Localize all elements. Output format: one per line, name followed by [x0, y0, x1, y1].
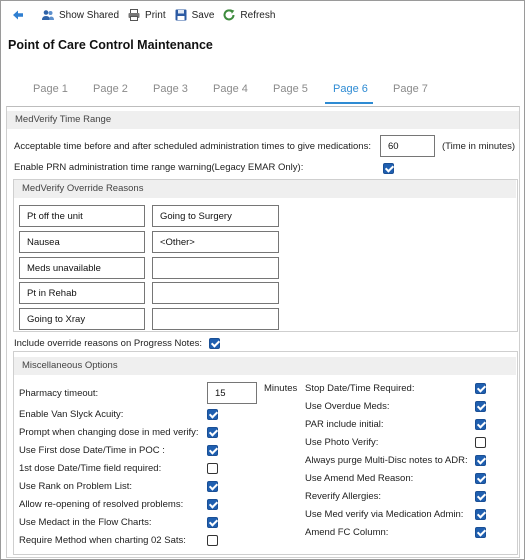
option-label: Amend FC Column: [305, 527, 389, 538]
option-checkbox[interactable] [207, 445, 218, 456]
option-label: Use Med verify via Medication Admin: [305, 509, 464, 520]
acceptable-time-label: Acceptable time before and after scheduled administration times to give medications: [14, 141, 371, 152]
option-checkbox[interactable] [207, 535, 218, 546]
toolbar [1, 1, 524, 29]
tab-page-1[interactable]: Page 1 [33, 83, 68, 95]
option-checkbox[interactable] [475, 401, 486, 412]
tab-page-7[interactable]: Page 7 [393, 83, 428, 95]
save-icon [174, 8, 188, 22]
prn-warning-checkbox[interactable] [383, 163, 394, 174]
tab-content [6, 106, 520, 558]
option-label: Use Photo Verify: [305, 437, 379, 448]
option-checkbox[interactable] [207, 499, 218, 510]
option-checkbox[interactable] [475, 455, 486, 466]
refresh-label: Refresh [240, 9, 276, 21]
option-label: Always purge Multi-Disc notes to ADR: [305, 455, 468, 466]
tab-page-5[interactable]: Page 5 [273, 83, 308, 95]
override-reason-field[interactable]: Pt in Rehab [19, 282, 145, 304]
option-checkbox[interactable] [207, 463, 218, 474]
option-label: Enable Van Slyck Acuity: [19, 409, 124, 420]
option-checkbox[interactable] [475, 491, 486, 502]
option-checkbox[interactable] [475, 527, 486, 538]
option-label: Prompt when changing dose in med verify: [19, 427, 199, 438]
refresh-button[interactable] [222, 8, 275, 22]
option-label: Require Method when charting 02 Sats: [19, 535, 186, 546]
override-reason-field[interactable]: Going to Xray [19, 308, 145, 330]
misc-options-header: Miscellaneous Options [14, 357, 516, 375]
override-reason-field[interactable]: <Other> [152, 231, 279, 253]
include-override-checkbox[interactable] [209, 338, 220, 349]
print-label: Print [145, 9, 166, 21]
refresh-icon [222, 8, 236, 22]
option-checkbox[interactable] [475, 383, 486, 394]
option-checkbox[interactable] [207, 427, 218, 438]
option-label: Use Rank on Problem List: [19, 481, 132, 492]
show-shared-button[interactable] [41, 8, 119, 22]
prn-warning-label: Enable PRN administration time range warning(Legacy EMAR Only): [14, 162, 304, 173]
page-title: Point of Care Control Maintenance [8, 38, 213, 52]
override-reason-field[interactable] [152, 308, 279, 330]
override-reason-field[interactable] [152, 257, 279, 279]
option-label: Use Medact in the Flow Charts: [19, 517, 152, 528]
override-reasons-header: MedVerify Override Reasons [14, 180, 516, 198]
option-label: Stop Date/Time Required: [305, 383, 415, 394]
option-label: Reverify Allergies: [305, 491, 382, 502]
pharmacy-timeout-unit: Minutes [264, 383, 298, 394]
option-label: 1st dose Date/Time field required: [19, 463, 162, 474]
show-shared-label: Show Shared [59, 9, 120, 21]
print-button[interactable] [127, 8, 166, 22]
users-icon [41, 8, 55, 22]
printer-icon [127, 8, 141, 22]
pharmacy-timeout-input[interactable]: 15 [207, 382, 257, 404]
option-label: Use Overdue Meds: [305, 401, 390, 412]
save-button[interactable] [174, 8, 215, 22]
medverify-time-range-header: MedVerify Time Range [7, 111, 519, 129]
pharmacy-timeout-label: Pharmacy timeout: [19, 388, 99, 399]
override-reason-field[interactable]: Going to Surgery [152, 205, 279, 227]
override-reason-field[interactable] [152, 282, 279, 304]
override-reason-field[interactable]: Meds unavailable [19, 257, 145, 279]
option-label: PAR include initial: [305, 419, 384, 430]
option-checkbox[interactable] [475, 437, 486, 448]
option-checkbox[interactable] [475, 509, 486, 520]
option-label: Use First dose Date/Time in POC : [19, 445, 165, 456]
option-label: Allow re-opening of resolved problems: [19, 499, 184, 510]
time-unit-label: (Time in minutes) [442, 141, 516, 152]
option-checkbox[interactable] [207, 517, 218, 528]
option-checkbox[interactable] [207, 481, 218, 492]
override-reason-field[interactable]: Pt off the unit [19, 205, 145, 227]
tab-page-6[interactable]: Page 6 [333, 83, 368, 95]
override-reason-field[interactable]: Nausea [19, 231, 145, 253]
back-arrow-icon [11, 8, 25, 22]
include-override-label: Include override reasons on Progress Notes: [14, 338, 202, 349]
acceptable-time-input[interactable]: 60 [380, 135, 435, 157]
tab-page-2[interactable]: Page 2 [93, 83, 128, 95]
option-label: Use Amend Med Reason: [305, 473, 414, 484]
save-label: Save [191, 9, 215, 21]
option-checkbox[interactable] [475, 419, 486, 430]
tab-page-4[interactable]: Page 4 [213, 83, 248, 95]
tab-bar [1, 83, 524, 103]
active-tab-indicator [325, 102, 373, 104]
back-button[interactable] [11, 8, 29, 22]
option-checkbox[interactable] [207, 409, 218, 420]
option-checkbox[interactable] [475, 473, 486, 484]
tab-page-3[interactable]: Page 3 [153, 83, 188, 95]
